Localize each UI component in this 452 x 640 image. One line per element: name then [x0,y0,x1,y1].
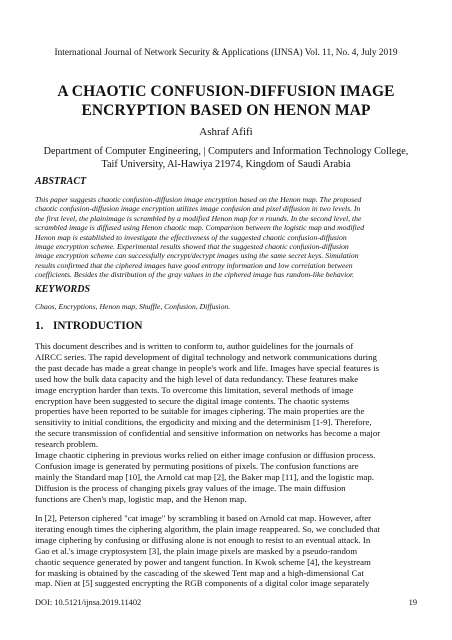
text-line: This document describes and is written to conform to, author guidelines for the journals of [35,341,354,351]
text-line: sensitivity to initial conditions, the ergodicity and mixing and the determinism [1-9]. Therefore, [35,417,372,428]
text-line: Diffusion is the process of changing pixels gray values of the image. The main diffusion [35,482,346,493]
text-line: Confusion image is generated by permuting positions of pixels. The confusion functions are [35,460,359,471]
abstract-line: This paper suggests chaotic confusion-diffusion image encryption based on the Henon map. The proposed [35,195,362,204]
abstract-line: Henon map is established to investigate the effectiveness of the suggested chaotic confusion-diffusion [35,232,347,242]
title-line: A CHAOTIC CONFUSION-DIFFUSION IMAGE [57,83,395,100]
intro-paragraph-1 [35,341,419,450]
text-line: functions are Chen's map, logistic map, and the Henon map. [35,493,247,504]
abstract-line: image encryption scheme can successfully encrypt/decrypt images using the same secret keys. Simulation [35,251,359,261]
abstract-text [35,195,417,280]
text-line: Gao et al.'s image cryptosystem [3], the plain image pixels are masked by a pseudo-random [35,545,358,556]
abstract-line: chaotic confusion-diffusion image encryption utilizes image confusion and pixel diffusion in two levels. In [35,204,361,214]
abstract-line: the first level, the plainimage is scrambled by a modified Henon map for n rounds. In the second level, the [35,213,362,223]
text-line: for masking is obtained by the cascading of the skewed Tent map and a high-dimensional Cat [35,567,364,578]
intro-paragraph-2 [35,450,419,505]
abstract-line: coefficients. Besides the distribution of the gray values in the ciphered image has random-like behavior. [35,270,355,280]
intro-paragraph-3 [35,513,419,589]
author-name: Ashraf Afifi [199,126,253,138]
introduction-heading [35,320,143,332]
title-line: ENCRYPTION BASED ON HENON MAP [81,102,371,119]
abstract-heading: ABSTRACT [35,176,87,187]
keywords-text [35,302,417,311]
text-line: the secure transmission of confidential and sensitive information on networks has become a major [35,428,381,439]
text-line: the past decade has made a great change in people's work and life. Images have special features is [35,362,380,373]
section-number: 1. [35,320,44,332]
affiliation-line: Taif University, Al-Hawiya 21974, Kingdom of Saudi Arabia [101,159,351,170]
text-line: AIRCC series. The rapid development of digital technology and network communications during [35,351,377,362]
abstract-line: scrambled image is diffused using Henon chaotic map. Comparison between the logistic map and modified [35,223,365,233]
abstract-line: results confirmed that the ciphered images have good entropy information and low correlation between [35,260,353,270]
text-line: research problem. [35,439,99,450]
text-line: used how the bulk data capacity and the high level of data redundancy. These features make [35,373,359,384]
text-line: encryption have been suggested to secure the digital image contents. The chaotic systems [35,395,350,406]
paper-title [0,82,452,120]
text-line: iterating enough times the ciphering algorithm, the plain image reappeared. So, we concluded that [35,523,380,534]
text-line: image encryption harder than texts. To overcome this limitation, several methods of image [35,384,354,395]
abstract-line: image encryption scheme. Experimental results showed that the suggested chaotic confusion-diffusion [35,242,349,252]
author-affiliation [0,145,452,171]
keywords-line: Chaos, Encryptions, Henon map, Shuffle, Confusion, Diffusion. [35,302,231,311]
affiliation-line: Department of Computer Engineering, | Computers and Information Technology College, [43,146,409,157]
text-line: map. Nien at [5] suggested encrypting the RGB components of a digital color image separately [35,578,370,589]
text-line: image ciphering by confusing or diffusing alone is not enough to resist to an eventual attack. In [35,534,371,545]
text-line: mainly the Standard map [10], the Arnold cat map [2], the Baker map [11], and the logistic map. [35,471,374,482]
section-title: INTRODUCTION [53,320,143,332]
text-line: Image chaotic ciphering in previous works relied on either image confusion or diffusion process. [35,450,376,460]
page-number: 19 [408,598,417,607]
footer-doi: DOI: 10.5121/ijnsa.2019.11402 [35,598,142,607]
keywords-heading: KEYWORDS [35,284,91,295]
journal-header: International Journal of Network Security & Applications (IJNSA) Vol. 11, No. 4, July 2019 [54,48,398,58]
text-line: properties have been reported to be suitable for images ciphering. The main properties are the [35,406,365,417]
text-line: chaotic sequence generated by power and tangent function. In Kwok scheme [4], the keystream [35,556,371,567]
text-line: In [2], Peterson ciphered "cat image" by scrambling it based on Arnold cat map. However, after [35,513,372,523]
